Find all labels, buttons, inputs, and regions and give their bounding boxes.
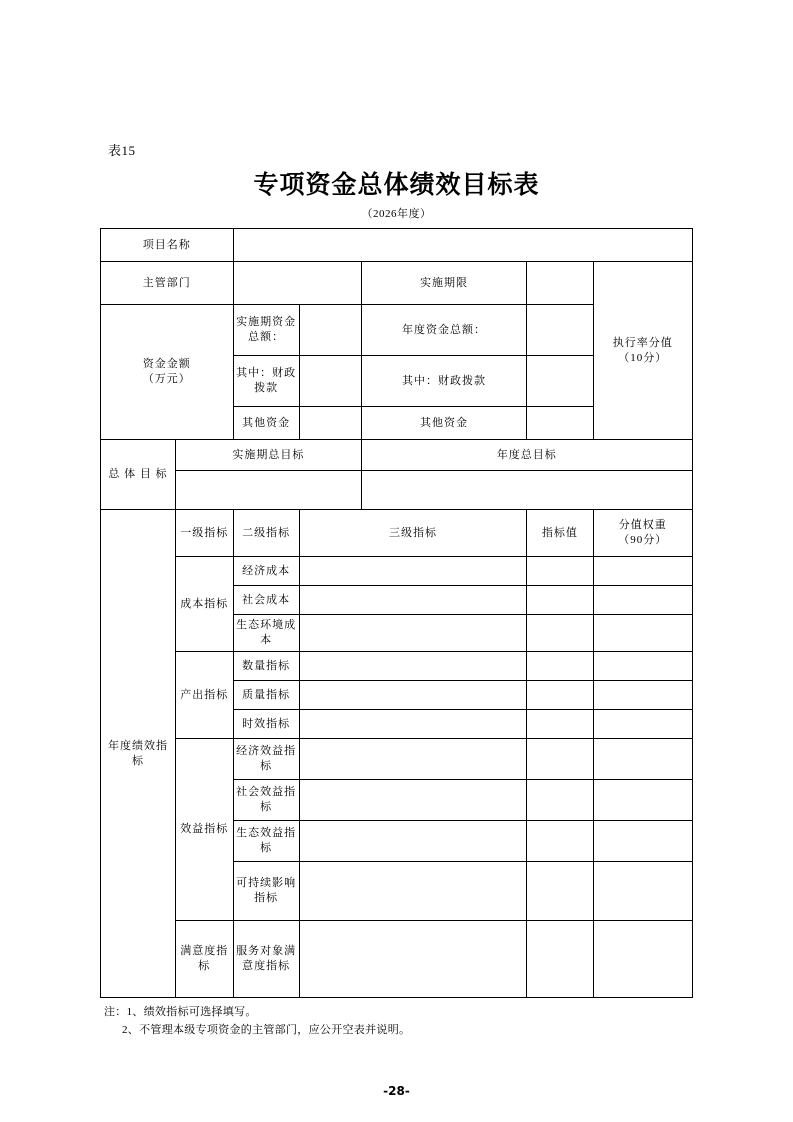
indicator-level2: 质量指标 [233, 681, 299, 710]
indicator-header-level1: 一级指标 [176, 510, 233, 557]
indicator-level3[interactable] [299, 739, 527, 780]
indicator-level3[interactable] [299, 615, 527, 652]
exec-rate-cell [593, 262, 692, 440]
fund-row-3-left-value[interactable] [299, 407, 361, 440]
table-row-dept [101, 262, 693, 305]
fund-row-3-right-value[interactable] [527, 407, 593, 440]
table-row-overall-goal-values [101, 471, 693, 510]
performance-goal-table [100, 228, 693, 998]
fund-row-1-left-value[interactable] [299, 305, 361, 356]
overall-goal-year-value[interactable] [361, 471, 692, 510]
indicator-header-weight-label: 分值权重 [618, 519, 667, 532]
dept-value[interactable] [233, 262, 361, 305]
indicator-value[interactable] [527, 921, 593, 998]
fund-row-2-right-label: 其中：财政拨款 [361, 356, 527, 407]
indicator-value[interactable] [527, 739, 593, 780]
dept-label: 主管部门 [101, 262, 234, 305]
indicator-level2: 社会效益指标 [233, 780, 299, 821]
indicator-level2: 服务对象满意度指标 [233, 921, 299, 998]
indicator-level3[interactable] [299, 652, 527, 681]
fund-amount-cell [101, 305, 234, 440]
fund-row-1-left-label: 实施期资金总额： [233, 305, 299, 356]
table-row-indicator-header [101, 510, 693, 557]
table-row-overall-goal-header [101, 440, 693, 471]
indicator-header-level3: 三级指标 [299, 510, 527, 557]
fund-row-2-left-label: 其中：财政拨款 [233, 356, 299, 407]
indicator-header-weight-sub: （90分） [618, 534, 668, 546]
project-name-value[interactable] [233, 229, 692, 262]
table-label: 表15 [108, 143, 136, 158]
fund-amount-unit: （万元） [142, 373, 191, 385]
page-subtitle: （2026年度） [361, 208, 432, 220]
indicator-level3[interactable] [299, 821, 527, 862]
indicator-weight[interactable] [593, 739, 692, 780]
indicator-value[interactable] [527, 710, 593, 739]
indicator-weight[interactable] [593, 821, 692, 862]
project-name-label: 项目名称 [101, 229, 234, 262]
fund-amount-label: 资金金额 [142, 358, 191, 371]
indicator-value[interactable] [527, 821, 593, 862]
table-notes [100, 1004, 693, 1039]
indicator-value[interactable] [527, 652, 593, 681]
indicator-level3[interactable] [299, 921, 527, 998]
indicator-level2: 生态环境成本 [233, 615, 299, 652]
annual-performance-label: 年度绩效指标 [101, 510, 176, 998]
exec-rate-score: （10分） [618, 351, 668, 364]
indicator-value[interactable] [527, 586, 593, 615]
indicator-level2: 社会成本 [233, 586, 299, 615]
indicator-level2: 经济成本 [233, 557, 299, 586]
fund-row-2-left-value[interactable] [299, 356, 361, 407]
indicator-value[interactable] [527, 681, 593, 710]
indicator-weight[interactable] [593, 862, 692, 921]
fund-row-1-right-value[interactable] [527, 305, 593, 356]
indicator-level2: 生态效益指标 [233, 821, 299, 862]
indicator-header-value: 指标值 [527, 510, 593, 557]
indicator-level3[interactable] [299, 681, 527, 710]
exec-rate-label: 执行率分值 [612, 336, 673, 349]
indicator-header-level2: 二级指标 [233, 510, 299, 557]
indicator-weight[interactable] [593, 921, 692, 998]
indicator-header-weight [593, 510, 692, 557]
overall-goal-label: 总 体 目 标 [101, 440, 176, 510]
page-title: 专项资金总体绩效目标表 [253, 170, 540, 199]
indicator-weight[interactable] [593, 780, 692, 821]
indicator-weight[interactable] [593, 586, 692, 615]
indicator-weight[interactable] [593, 681, 692, 710]
indicator-level3[interactable] [299, 557, 527, 586]
fund-row-2-right-value[interactable] [527, 356, 593, 407]
indicator-weight[interactable] [593, 710, 692, 739]
indicator-weight[interactable] [593, 652, 692, 681]
fund-row-3-right-label: 其他资金 [361, 407, 527, 440]
period-label: 实施期限 [361, 262, 527, 305]
indicator-weight[interactable] [593, 557, 692, 586]
indicator-level3[interactable] [299, 780, 527, 821]
indicator-weight[interactable] [593, 615, 692, 652]
table-row-indicator [101, 921, 693, 998]
overall-goal-period-value[interactable] [176, 471, 362, 510]
indicator-value[interactable] [527, 615, 593, 652]
indicator-level1-output: 产出指标 [176, 652, 233, 739]
indicator-value[interactable] [527, 862, 593, 921]
indicator-level1-benefit: 效益指标 [176, 739, 233, 921]
indicator-level3[interactable] [299, 710, 527, 739]
indicator-level1-cost: 成本指标 [176, 557, 233, 652]
indicator-value[interactable] [527, 780, 593, 821]
indicator-level2: 经济效益指标 [233, 739, 299, 780]
fund-row-1-right-label: 年度资金总额： [361, 305, 527, 356]
note-line-1: 注：1、绩效指标可选择填写。 [104, 1006, 257, 1018]
table-row-project-name [101, 229, 693, 262]
page-number: -28- [383, 1084, 410, 1098]
indicator-level1-satisfaction: 满意度指标 [176, 921, 233, 998]
indicator-level2: 数量指标 [233, 652, 299, 681]
indicator-level3[interactable] [299, 586, 527, 615]
table-row-indicator [101, 652, 693, 681]
overall-goal-period-header: 实施期总目标 [176, 440, 362, 471]
indicator-value[interactable] [527, 557, 593, 586]
table-row-indicator [101, 557, 693, 586]
period-value[interactable] [527, 262, 593, 305]
fund-row-3-left-label: 其他资金 [233, 407, 299, 440]
note-line-2: 2、不管理本级专项资金的主管部门，应公开空表并说明。 [122, 1023, 411, 1036]
indicator-level3[interactable] [299, 862, 527, 921]
overall-goal-year-header: 年度总目标 [361, 440, 692, 471]
indicator-level2: 时效指标 [233, 710, 299, 739]
indicator-level2: 可持续影响指标 [233, 862, 299, 921]
table-row-indicator [101, 739, 693, 780]
